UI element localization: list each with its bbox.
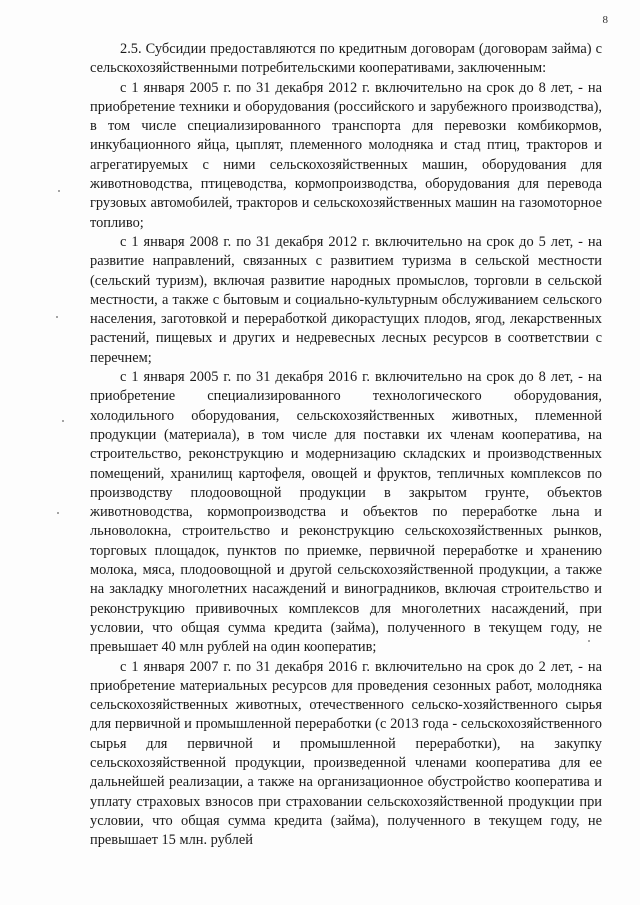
scan-speck [588,640,590,642]
page-number: 8 [602,14,608,26]
paragraph-rural-tourism-loans: с 1 января 2008 г. по 31 декабря 2012 г. включительно на срок до 5 лет, - на развитие направлений, связанных с развитием туризма в сельской местности (сельский туризм), включая развитие народных промыслов, торговли в сельской местности, а также с бытовым и социально-культурным обслуживанием сельского населения, заготовкой и переработкой дикорастущих плодов, ягод, лекарственных растений, пищевых и других и недревесных лесных ресурсов в соответствии с перечнем; [90,233,602,366]
paragraph-seasonal-works-loans: с 1 января 2007 г. по 31 декабря 2016 г. включительно на срок до 2 лет, - на приобретение материальных ресурсов для проведения сезонных работ, молодняка сельскохозяйственных животных, отечественного сельско-хозяйственного сырья для первичной и промышленной переработки (с 2013 года - сельскохозяйственного сырья для первичной и промышленной переработки), на закупку сельскохозяйственной продукции, произведенной членами кооператива для ее дальнейшей реализации, а также на организационное обустройство кооператива и уплату страховых взносов при страховании сельскохозяйственной продукции при условии, что общая сумма кредита (займа), полученного в текущем году, не превышает 15 млн. рублей [90,658,602,849]
paragraph-technology-equipment-loans: с 1 января 2005 г. по 31 декабря 2016 г. включительно на срок до 8 лет, - на приобретение специализированного технологического оборудования, холодильного оборудования, сельскохозяйственных животных, племенной продукции (материала), в том числе для поставки их членам кооператива, на строительство, реконструкцию и модернизацию складских и производственных помещений, хранилищ картофеля, овощей и фруктов, тепличных комплексов по производству плодоовощной продукции в закрытом грунте, объектов животноводства, кормопроизводства и объектов по переработке льна и льноволокна, строительство и реконструкцию сельскохозяйственных рынков, торговых площадок, пунктов по приемке, первичной переработке и хранению молока, мяса, плодоовощной и другой сельскохозяйственной продукции, а также на закладку многолетних насаждений и виноградников, включая строительство и реконструкцию прививочных комплексов для многолетних насаждений, при условии, что общая сумма кредита (займа), полученного в текущем году, не превышает 40 млн рублей на один кооператив; [90,369,602,656]
paragraph-equipment-loans: с 1 января 2005 г. по 31 декабря 2012 г. включительно на срок до 8 лет, - на приобретение техники и оборудования (российского и зарубежного производства), в том числе специализированного транспорта для перевозки комбикормов, инкубационного яйца, цыплят, племенного молодняка и стад птиц, тракторов и агрегатируемых с ними сельскохозяйственных машин, оборудования для животноводства, птицеводства, кормопроизводства, оборудования для перевода грузовых автомобилей, тракторов и сельскохозяйственных машин на газомоторное топливо; [90,79,602,231]
paragraph-section-2-5: 2.5. Субсидии предоставляются по кредитным договорам (договорам займа) с сельскохозяйственными потребительскими кооперативами, заключенным: [90,41,602,77]
scan-speck [58,190,60,192]
document-body [90,40,602,850]
scan-speck [62,420,64,422]
scan-speck [57,512,59,514]
scan-speck [56,316,58,318]
